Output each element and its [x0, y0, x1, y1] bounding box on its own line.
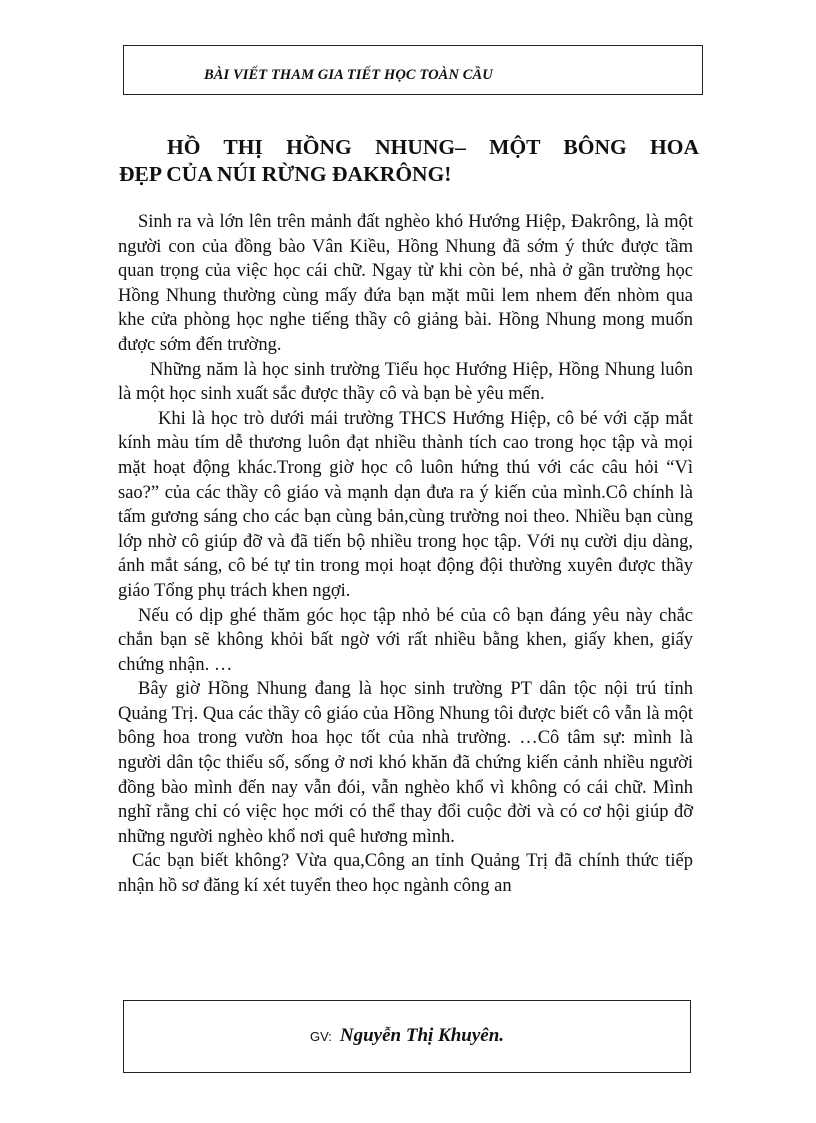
footer-box	[123, 1000, 691, 1073]
paragraph-3: Khi là học trò dưới mái trường THCS Hướng Hiệp, cô bé với cặp mắt kính màu tím dễ thương luôn đạt nhiều thành tích cao trong học tập và mọi mặt hoạt động khác.Trong giờ học cô luôn hứng thú với các câu hỏi “Vì sao?” của các thầy cô giáo và mạnh dạn đưa ra ý kiến của mình.Cô chính là tấm gương sáng cho các bạn cùng bản,cùng trường noi theo. Nhiều bạn cùng lớp nhờ cô giúp đỡ và đã tiến bộ nhiều trong học tập. Với nụ cười dịu dàng, ánh mắt sáng, cô bé tự tin trong mọi hoạt động đội thường xuyên được thầy giáo Tổng phụ trách khen ngợi.	[118, 408, 693, 601]
author-name: Nguyễn Thị Khuyên.	[339, 1025, 505, 1046]
gv-label: GV:	[309, 1029, 332, 1044]
article-body	[118, 210, 693, 899]
paragraph-4: Nếu có dịp ghé thăm góc học tập nhỏ bé của cô bạn đáng yêu này chắc chắn bạn sẽ không khỏi bất ngờ với rất nhiều bằng khen, giấy khen, giấy chứng nhận. …	[118, 605, 693, 675]
paragraph-1: Sinh ra và lớn lên trên mảnh đất nghèo khó Hướng Hiệp, Đakrông, là một người con của đồng bào Vân Kiều, Hồng Nhung đã sớm ý thức được tầm quan trọng của việc học cái chữ. Ngay từ khi còn bé, nhà ở gần trường học Hồng Nhung thường cùng mấy đứa bạn mặt mũi lem nhem đến nhòm qua khe cửa phòng học nghe tiếng thầy cô giảng bài. Hồng Nhung mong muốn được sớm đến trường.	[118, 212, 693, 355]
paragraph-2: Những năm là học sinh trường Tiểu học Hướng Hiệp, Hồng Nhung luôn là một học sinh xuất sắc được thầy cô và bạn bè yêu mến.	[118, 359, 693, 405]
paragraph-5: Bây giờ Hồng Nhung đang là học sinh trường PT dân tộc nội trú tỉnh Quảng Trị. Qua các thầy cô giáo của Hồng Nhung tôi được biết cô vẫn là một bông hoa trong vườn hoa học tốt của nhà trường. …Cô tâm sự: mình là người dân tộc thiểu số, sống ở nơi khó khăn đã chứng kiến cảnh nhiều người đồng bào mình đến nay vẫn đói, vẫn nghèo khổ vì không có cái chữ. Mình nghĩ rằng chỉ có việc học mới có thể thay đổi cuộc đời và có cơ hội giúp đỡ những người nghèo khổ nơi quê hương mình.	[118, 679, 693, 847]
header-box	[123, 45, 703, 95]
footer-author-line	[124, 1025, 690, 1047]
paragraph-6: Các bạn biết không? Vừa qua,Công an tỉnh Quảng Trị đã chính thức tiếp nhận hồ sơ đăng kí xét tuyển theo học ngành công an	[118, 851, 693, 897]
header-label: BÀI VIẾT THAM GIA TIẾT HỌC TOÀN CẦU	[204, 67, 493, 83]
title-line-2: ĐẸP CỦA NÚI RỪNG ĐAKRÔNG!	[119, 162, 452, 186]
article-title	[119, 134, 699, 188]
title-line-1: HỒ THỊ HỒNG NHUNG– MỘT BÔNG HOA	[167, 135, 699, 159]
